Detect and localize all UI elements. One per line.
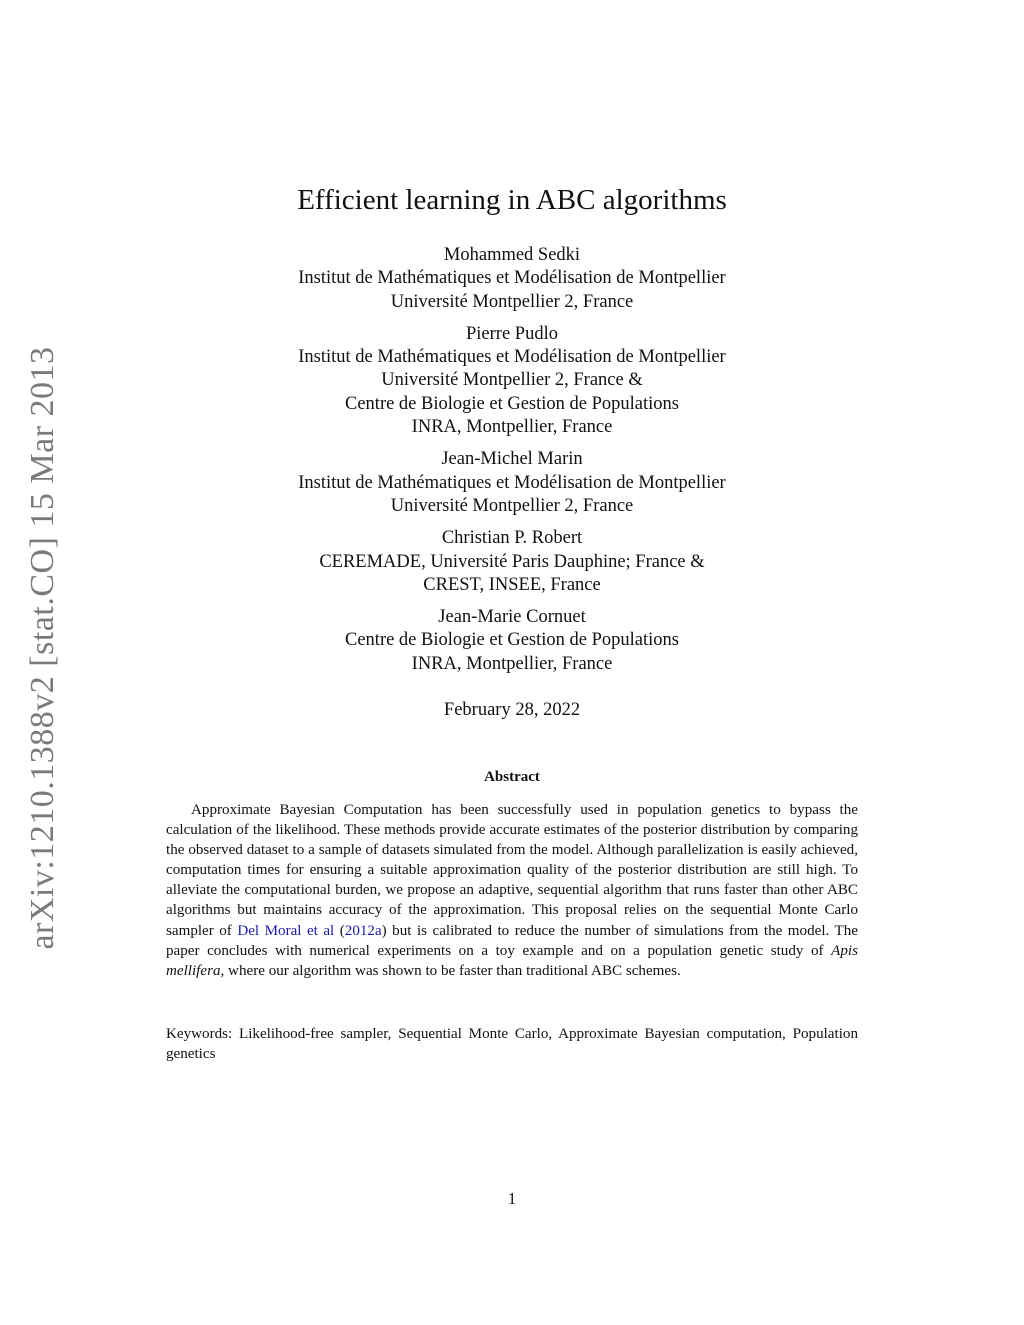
- author-name: Jean-Marie Cornuet: [438, 607, 586, 628]
- author-name: Jean-Michel Marin: [441, 449, 583, 470]
- author-affiliation: INRA, Montpellier, France: [411, 417, 613, 438]
- abstract-text: [166, 800, 858, 981]
- author-list: [0, 244, 1024, 685]
- author-affiliation: Université Montpellier 2, France: [390, 495, 634, 516]
- author-affiliation: Institut de Mathématiques et Modélisation de Montpellier: [298, 472, 726, 493]
- author-name: Christian P. Robert: [441, 528, 583, 549]
- abstract-text-segment: ) but is calibrated to reduce the number of simulations from the model. The paper concludes with numerical experiments on a toy example and on a population genetic study of: [166, 922, 858, 959]
- author-affiliation: Institut de Mathématiques et Modélisation de Montpellier: [298, 268, 726, 289]
- abstract-heading: Abstract: [484, 769, 540, 785]
- author-affiliation: Institut de Mathématiques et Modélisation de Montpellier: [298, 347, 726, 368]
- citation-link-authors[interactable]: Del Moral et al: [237, 922, 335, 939]
- page-number: 1: [507, 1189, 517, 1208]
- keywords: Keywords: Likelihood-free sampler, Sequential Monte Carlo, Approximate Bayesian computation, Population genetics: [166, 1026, 858, 1063]
- author-block: [0, 323, 1024, 439]
- publication-date: February 28, 2022: [443, 700, 581, 720]
- author-affiliation: Centre de Biologie et Gestion de Populations: [345, 630, 679, 651]
- author-affiliation: CREST, INSEE, France: [423, 574, 601, 595]
- arxiv-identifier-stamp: arXiv:1210.1388v2 [stat.CO] 15 Mar 2013: [24, 346, 61, 950]
- author-affiliation: Centre de Biologie et Gestion de Populations: [345, 393, 679, 414]
- author-name: Pierre Pudlo: [466, 323, 558, 344]
- citation-link-year[interactable]: 2012a: [344, 922, 382, 939]
- author-affiliation: Université Montpellier 2, France: [390, 291, 634, 312]
- species-name: Apis mellifera: [166, 942, 858, 979]
- abstract-text-segment: , where our algorithm was shown to be faster than traditional ABC schemes.: [220, 962, 681, 979]
- author-affiliation: INRA, Montpellier, France: [411, 653, 613, 674]
- author-block: [0, 606, 1024, 676]
- author-affiliation: CEREMADE, Université Paris Dauphine; France &: [319, 551, 705, 572]
- paper-title: Efficient learning in ABC algorithms: [297, 184, 727, 216]
- author-block: [0, 448, 1024, 518]
- author-affiliation: Université Montpellier 2, France &: [381, 370, 643, 391]
- author-name: Mohammed Sedki: [443, 245, 581, 265]
- abstract-text-segment: (: [334, 922, 345, 939]
- author-block: [0, 527, 1024, 597]
- author-block: [0, 244, 1024, 314]
- abstract-text-segment: Approximate Bayesian Computation has been successfully used in population genetics to bypass the calculation of the likelihood. These methods provide accurate estimates of the posterior distribution by comparing the observed dataset to a sample of datasets simulated from the model. Although parallelization is easily achieved, computation times for ensuring a suitable approximation quality of the posterior distribution are still high. To alleviate the computational burden, we propose an adaptive, sequential algorithm that runs faster than other ABC algorithms but maintains accuracy of the approximation. This proposal relies on the sequential Monte Carlo sampler of: [166, 802, 858, 939]
